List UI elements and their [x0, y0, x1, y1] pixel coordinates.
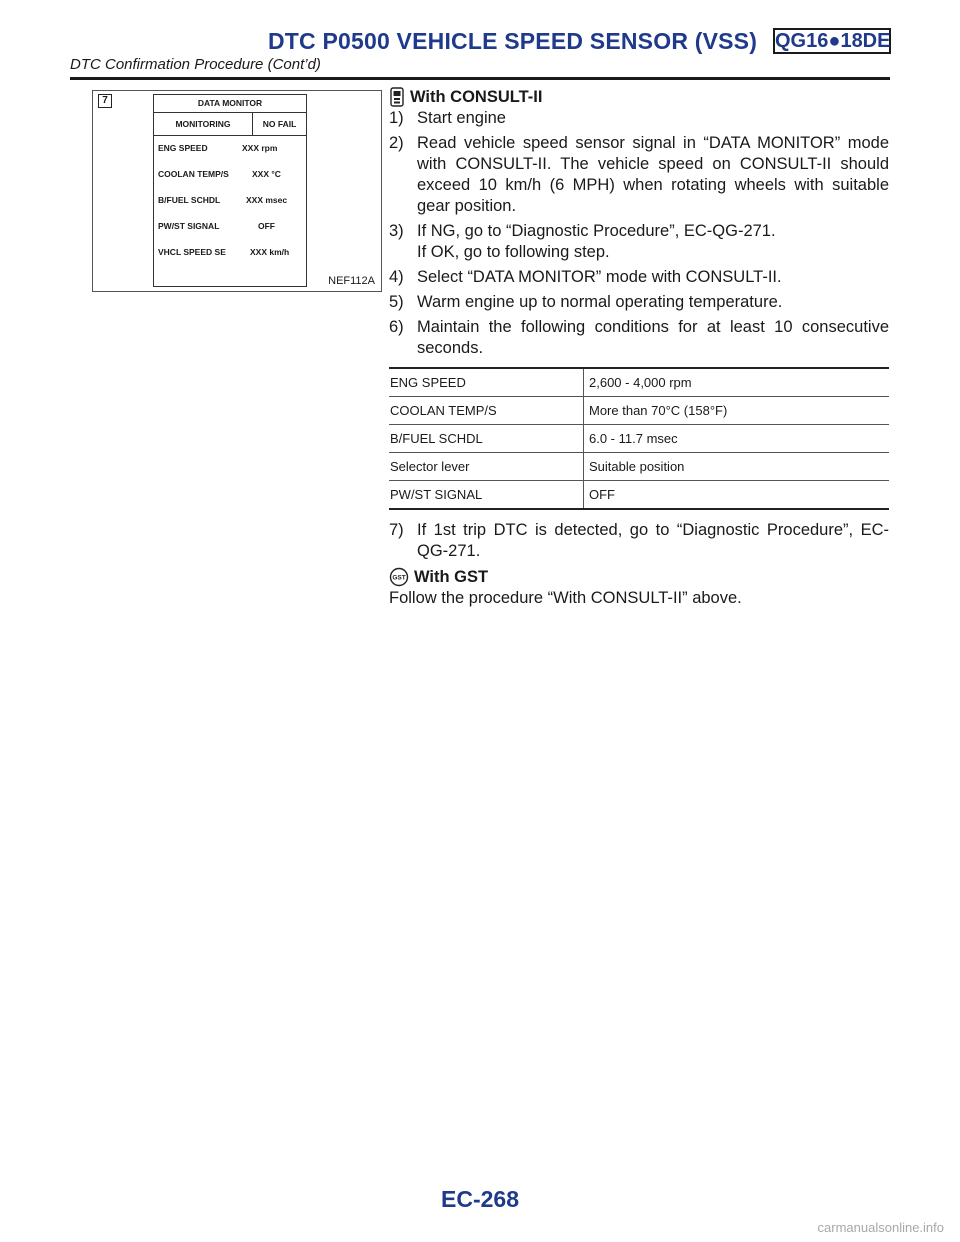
table-row: [389, 453, 889, 481]
step-1: [389, 108, 889, 129]
condition-item: ENG SPEED: [389, 368, 584, 397]
step-text: If NG, go to “Diagnostic Procedure”, EC-QG-271.: [417, 222, 776, 240]
step-text: Warm engine up to normal operating temperature.: [417, 293, 783, 311]
condition-item: B/FUEL SCHDL: [389, 425, 584, 453]
consult-tester-icon: [389, 87, 405, 107]
gst-icon-text: GST: [392, 574, 406, 582]
step-3: [389, 221, 889, 263]
screen-row-name: B/FUEL SCHDL: [158, 195, 221, 205]
step-6: [389, 317, 889, 359]
page-subtitle: DTC Confirmation Procedure (Cont’d): [70, 56, 321, 73]
condition-value: OFF: [584, 481, 890, 510]
screen-row: [158, 167, 304, 181]
table-row: [389, 481, 889, 510]
step-text-2: If OK, go to following step.: [417, 243, 610, 261]
screen-row-value: XXX km/h: [250, 247, 290, 257]
step-number: 5): [389, 293, 404, 311]
condition-value: 2,600 - 4,000 rpm: [589, 375, 692, 390]
table-row: [389, 397, 889, 425]
watermark: carmanualsonline.info: [817, 1220, 944, 1235]
step-4: [389, 267, 889, 288]
screen-monitoring: MONITORING: [154, 113, 253, 136]
screen-row-value: XXX °C: [252, 169, 281, 179]
step-number: 2): [389, 134, 404, 152]
consult-heading: [389, 86, 889, 108]
gst-heading-text: With GST: [414, 567, 489, 586]
engine-badge: QG16●18DE: [775, 30, 891, 52]
condition-item: PW/ST SIGNAL: [389, 481, 584, 510]
gst-text: Follow the procedure “With CONSULT-II” above.: [389, 589, 742, 607]
screen-row-value: XXX rpm: [242, 143, 278, 153]
screen-row: [158, 141, 304, 155]
figure-mark: 7: [98, 94, 112, 108]
screen-row-name: ENG SPEED: [158, 143, 208, 153]
screen-row-name: COOLAN TEMP/S: [158, 169, 229, 179]
step-5: [389, 292, 889, 313]
step-text: If 1st trip DTC is detected, go to “Diagnostic Procedure”, EC-QG-271.: [417, 521, 889, 560]
page-title: DTC P0500 VEHICLE SPEED SENSOR (VSS): [268, 28, 758, 54]
step-number: 4): [389, 268, 404, 286]
step-2: [389, 133, 889, 217]
screen-row: [158, 193, 304, 207]
screen-row-name: PW/ST SIGNAL: [158, 221, 220, 231]
step-number: 1): [389, 109, 404, 127]
step-number: 6): [389, 318, 404, 336]
step-text: Start engine: [417, 109, 506, 127]
header-rule: [70, 77, 890, 80]
table-row: [389, 368, 889, 397]
condition-item: COOLAN TEMP/S: [389, 397, 584, 425]
gst-tester-icon: [389, 567, 409, 587]
data-monitor-figure: [92, 90, 382, 292]
screen-row: [158, 245, 304, 259]
condition-item: Selector lever: [389, 453, 584, 481]
step-number: 7): [389, 521, 404, 539]
screen-row-value: XXX msec: [246, 195, 288, 205]
gst-heading: [389, 566, 889, 588]
screen-row-name: VHCL SPEED SE: [158, 247, 226, 257]
conditions-table: [389, 367, 889, 510]
step-7: [389, 520, 889, 562]
consult-screen: [153, 94, 307, 287]
condition-value: More than 70°C (158°F): [584, 397, 890, 425]
procedure-content: [389, 86, 889, 609]
step-number: 3): [389, 222, 404, 240]
condition-value: Suitable position: [584, 453, 890, 481]
screen-title: DATA MONITOR: [154, 95, 306, 113]
screen-row: [158, 219, 304, 233]
step-text: Read vehicle speed sensor signal in “DATA MONITOR” mode with CONSULT-II. The vehicle speed on CONSULT-II should exceed 10 km/h (6 MPH) when rotating wheels with suitable gear position.: [417, 134, 889, 215]
step-text: Select “DATA MONITOR” mode with CONSULT-II.: [417, 268, 782, 286]
condition-value: 6.0 - 11.7 msec: [584, 425, 890, 453]
step-text: Maintain the following conditions for at least 10 consecutive seconds.: [417, 318, 889, 357]
consult-heading-text: With CONSULT-II: [410, 87, 543, 106]
table-row: [389, 425, 889, 453]
screen-no-fail: NO FAIL: [253, 113, 306, 136]
page-number: EC-268: [441, 1186, 519, 1212]
screen-row-value: OFF: [258, 221, 275, 231]
figure-label: NEF112A: [328, 275, 375, 287]
